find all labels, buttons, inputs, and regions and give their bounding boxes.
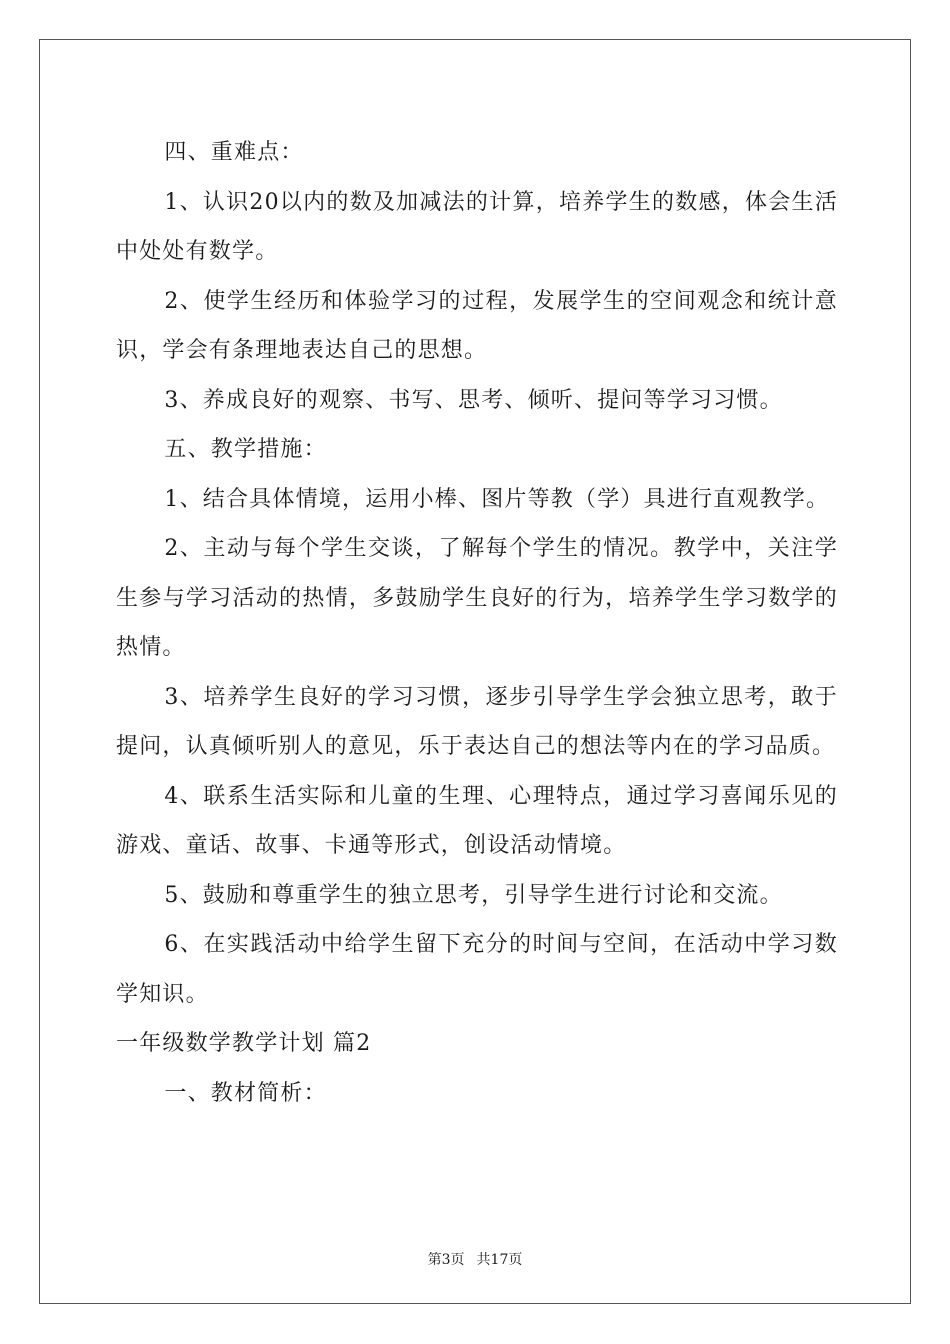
paragraph: 1、认识20以内的数及加减法的计算，培养学生的数感，体会生活中处处有数学。	[116, 189, 838, 264]
page-number: 第3页	[427, 1252, 465, 1268]
paragraph: 1、结合具体情境，运用小棒、图片等教（学）具进行直观教学。	[164, 486, 830, 512]
section-heading-difficulties: 四、重难点：	[164, 140, 304, 165]
page-footer	[0, 1249, 950, 1269]
section-heading-textbook: 一、教材简析：	[164, 1080, 327, 1106]
page-total: 共17页	[476, 1252, 523, 1268]
paragraph: 2、主动与每个学生交谈，了解每个学生的情况。教学中，关注学生参与学习活动的热情，多鼓励学生良好的行为，培养学生学习数学的热情。	[116, 536, 838, 660]
paragraph: 3、培养学生良好的学习习惯，逐步引导学生学会独立思考，敢于提问，认真倾听别人的意见，乐于表达自己的想法等内在的学习品质。	[116, 684, 838, 759]
plan-title: 一年级数学教学计划 篇2	[116, 1031, 372, 1056]
section-heading-measures: 五、教学措施：	[164, 437, 327, 462]
paragraph: 2、使学生经历和体验学习的过程，发展学生的空间观念和统计意识，学会有条理地表达自己的思想。	[116, 288, 838, 363]
paragraph: 6、在实践活动中给学生留下充分的时间与空间，在活动中学习数学知识。	[116, 932, 838, 1007]
paragraph: 3、养成良好的观察、书写、思考、倾听、提问等学习习惯。	[164, 387, 783, 413]
paragraph: 4、联系生活实际和儿童的生理、心理特点，通过学习喜闻乐见的游戏、童话、故事、卡通等形式，创设活动情境。	[116, 783, 838, 858]
paragraph: 5、鼓励和尊重学生的独立思考，引导学生进行讨论和交流。	[164, 882, 783, 908]
document-body	[116, 128, 838, 1118]
